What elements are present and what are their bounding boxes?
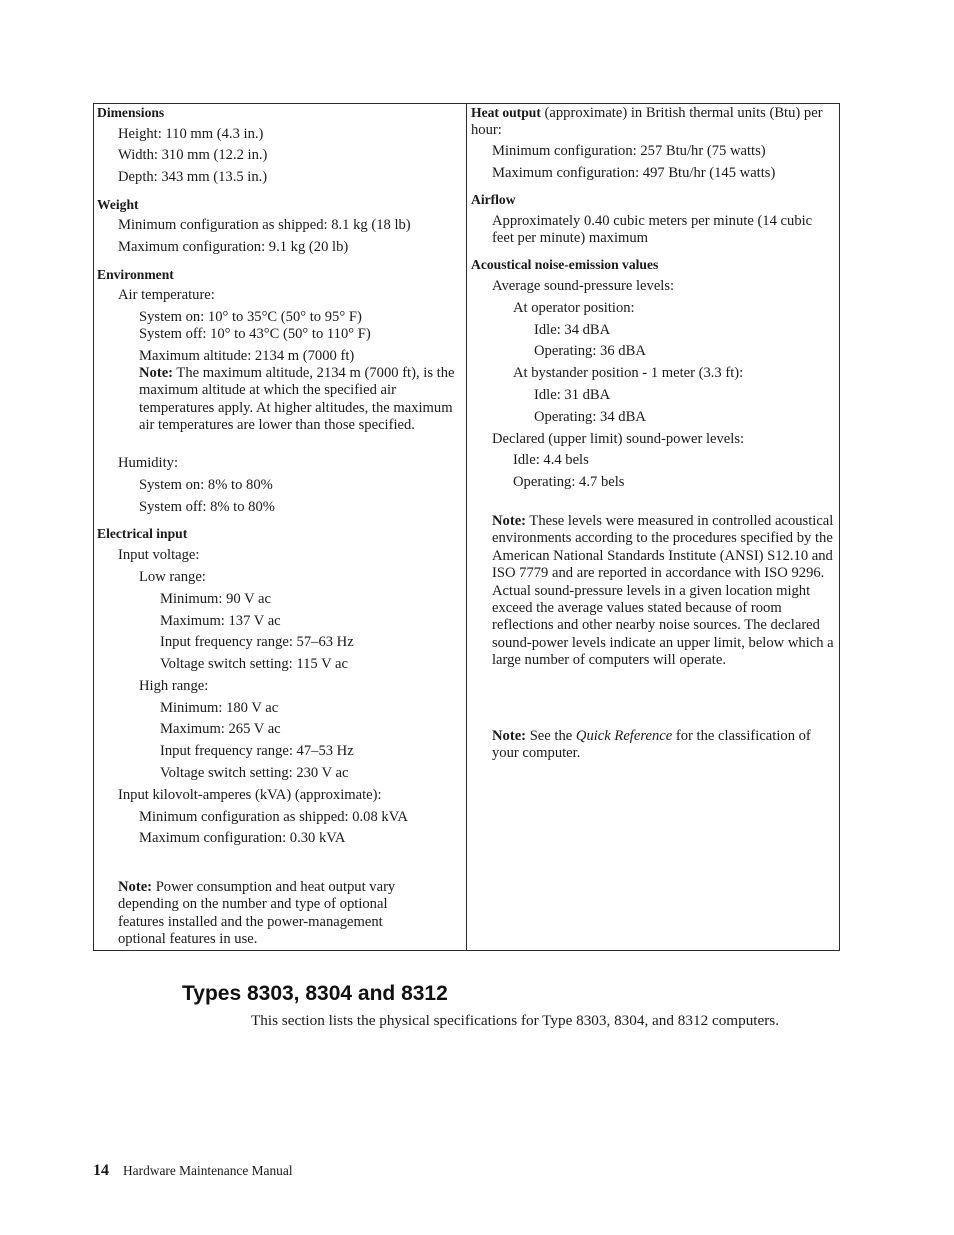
acoustical-heading: Acoustical noise-emission values [471,257,659,272]
dimensions-depth: Depth: 343 mm (13.5 in.) [118,169,268,185]
electrical-input-heading: Electrical input [97,526,188,541]
declared-sound-power: Declared (upper limit) sound-power levels: [492,431,745,447]
high-range-switch: Voltage switch setting: 230 V ac [160,765,349,781]
airflow-heading: Airflow [471,192,516,207]
weight-heading: Weight [97,197,139,212]
input-voltage-label: Input voltage: [118,547,200,563]
average-sound-pressure: Average sound-pressure levels: [492,278,675,294]
acoustic-note-text: These levels were measured in controlled acoustical environments according to the procedures specified by the American National Standards Institute (ANSI) S12.10 and ISO 7779 and are reported in accordance with ISO 9296. Actual sound-pressure levels in a given location might exceed the average values stated because of room reflections and other nearby noise sources. The declared sound-power levels indicate an upper limit, below which a large number of computers will operate. [492,513,834,669]
operator-idle: Idle: 34 dBA [534,322,611,338]
high-range-minimum: Minimum: 180 V ac [160,700,279,716]
quick-reference-title: Quick Reference [575,728,673,744]
manual-title: Hardware Maintenance Manual [123,1163,293,1178]
operator-operating: Operating: 36 dBA [534,343,646,359]
classification-note-pre: See the [526,728,576,744]
bystander-operating: Operating: 34 dBA [534,409,646,425]
section-body: This section lists the physical specifications for Type 8303, 8304, and 8312 computers. [251,1012,780,1029]
heat-output-min: Minimum configuration: 257 Btu/hr (75 watts) [492,143,766,159]
dimensions-height: Height: 110 mm (4.3 in.) [118,126,264,142]
altitude-note-text: The maximum altitude, 2134 m (7000 ft), is the maximum altitude at which the specified air temperatures apply. At higher altitudes, the maximum air temperatures are lower than those specified. [139,365,455,434]
specifications-right-column [467,104,839,950]
air-temp-system-off: System off: 10° to 43°C (50° to 110° F) [139,326,371,342]
kva-minimum: Minimum configuration as shipped: 0.08 kVA [139,809,408,825]
dimensions-section [94,104,466,121]
declared-idle: Idle: 4.4 bels [513,452,589,468]
weight-min: Minimum configuration as shipped: 8.1 kg (18 lb) [118,217,411,233]
power-note [94,879,432,949]
high-range-frequency: Input frequency range: 47–53 Hz [160,743,354,759]
specifications-table [93,103,840,951]
altitude-note-label: Note: [139,365,174,381]
environment-heading: Environment [97,267,174,282]
low-range-switch: Voltage switch setting: 115 V ac [160,656,348,672]
humidity-system-off: System off: 8% to 80% [139,499,275,515]
humidity-system-on: System on: 8% to 80% [139,477,273,493]
dimensions-heading: Dimensions [97,105,165,120]
high-range-maximum: Maximum: 265 V ac [160,721,281,737]
kva-maximum: Maximum configuration: 0.30 kVA [139,830,346,846]
humidity-label: Humidity: [118,455,178,471]
low-range-label: Low range: [139,569,206,585]
acoustic-note [467,513,839,670]
air-temperature-label: Air temperature: [118,287,215,303]
low-range-minimum: Minimum: 90 V ac [160,591,271,607]
specifications-left-column [94,104,467,950]
bystander-position: At bystander position - 1 meter (3.3 ft): [513,365,744,381]
high-range-label: High range: [139,678,209,694]
section-title: Types 8303, 8304 and 8312 [182,982,448,1005]
air-temp-system-on: System on: 10° to 35°C (50° to 95° F) [139,309,362,325]
power-note-text: Power consumption and heat output vary depending on the number and type of optional features installed and the power-management optional features in use. [118,879,396,948]
bystander-idle: Idle: 31 dBA [534,387,611,403]
heat-output-heading-rest: (approximate) in British thermal units (Btu) per hour: [471,105,823,139]
classification-note-label: Note: [492,728,527,744]
low-range-frequency: Input frequency range: 57–63 Hz [160,634,354,650]
page-footer [93,1162,293,1180]
heat-output-max: Maximum configuration: 497 Btu/hr (145 watts) [492,165,776,181]
acoustic-note-label: Note: [492,513,527,529]
power-note-label: Note: [118,879,153,895]
weight-max: Maximum configuration: 9.1 kg (20 lb) [118,239,349,255]
classification-note-post: for the classification of your computer. [492,728,811,762]
dimensions-width: Width: 310 mm (12.2 in.) [118,147,268,163]
low-range-maximum: Maximum: 137 V ac [160,613,281,629]
heat-output-heading [467,104,833,140]
page-number: 14 [93,1162,109,1179]
kva-label: Input kilovolt-amperes (kVA) (approximate): [118,787,382,803]
operator-position: At operator position: [513,300,635,316]
altitude-note [94,365,456,435]
declared-operating: Operating: 4.7 bels [513,474,625,490]
heat-output-heading-bold: Heat output [471,105,541,120]
airflow-text: Approximately 0.40 cubic meters per minute (14 cubic feet per minute) maximum [492,213,813,247]
max-altitude: Maximum altitude: 2134 m (7000 ft) [139,348,355,364]
classification-note [467,728,833,763]
